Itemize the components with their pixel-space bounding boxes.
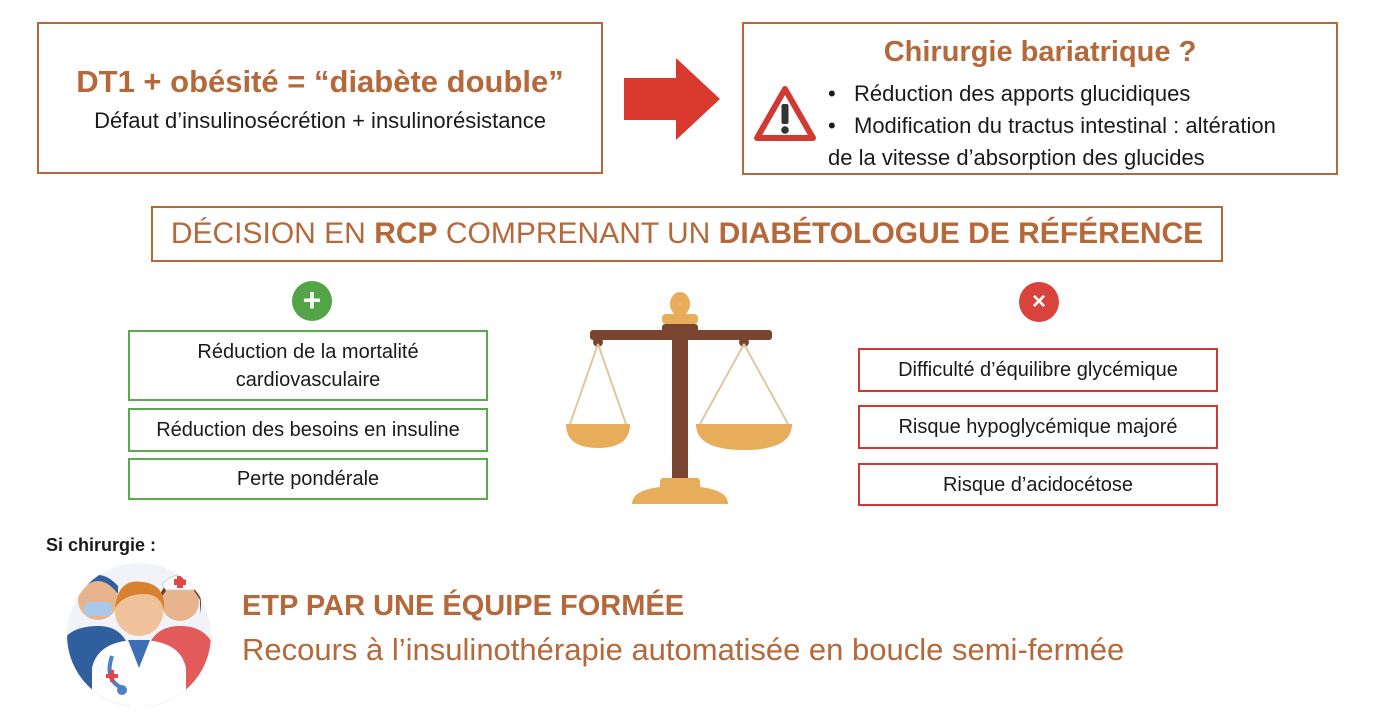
pro-item-perte-ponderale: Perte pondérale — [128, 458, 488, 500]
chirurgie-bariatrique-list — [828, 78, 1276, 174]
diabete-double-subtitle: Défaut d’insulinosécrétion + insulinorésistance — [94, 108, 546, 133]
list-item: • Réduction des apports glucidiques — [828, 78, 1276, 110]
si-chirurgie-label: Si chirurgie : — [46, 535, 157, 555]
pro-item-mortalite: Réduction de la mortalité cardiovasculaire — [128, 330, 488, 401]
plus-circle-icon: + — [292, 281, 332, 321]
chirurgie-bariatrique-box — [742, 22, 1338, 175]
con-item-hypoglycemie: Risque hypoglycémique majoré — [858, 405, 1218, 449]
cross-circle-icon: × — [1019, 282, 1059, 322]
warning-triangle-icon — [752, 84, 818, 144]
etp-subtitle: Recours à l’insulinothérapie automatisée en boucle semi-fermée — [242, 632, 1125, 667]
con-item-equilibre-glycemique: Difficulté d’équilibre glycémique — [858, 348, 1218, 392]
etp-title: ETP PAR UNE ÉQUIPE FORMÉE — [242, 590, 685, 622]
diabete-double-title: DT1 + obésité = “diabète double” — [76, 64, 564, 99]
balance-scale-icon — [562, 290, 800, 510]
list-item: • Modification du tractus intestinal : altération de la vitesse d’absorption des glucides — [828, 110, 1276, 174]
decision-rcp-box: DÉCISION EN RCP COMPRENANT UN DIABÉTOLOGUE DE RÉFÉRENCE — [151, 206, 1223, 262]
medical-team-icon — [64, 560, 214, 710]
diabete-double-box — [37, 22, 603, 174]
right-arrow-icon — [624, 58, 720, 140]
pro-item-besoins-insuline: Réduction des besoins en insuline — [128, 408, 488, 452]
con-item-acidocetose: Risque d’acidocétose — [858, 463, 1218, 506]
chirurgie-bariatrique-title: Chirurgie bariatrique ? — [883, 36, 1197, 68]
